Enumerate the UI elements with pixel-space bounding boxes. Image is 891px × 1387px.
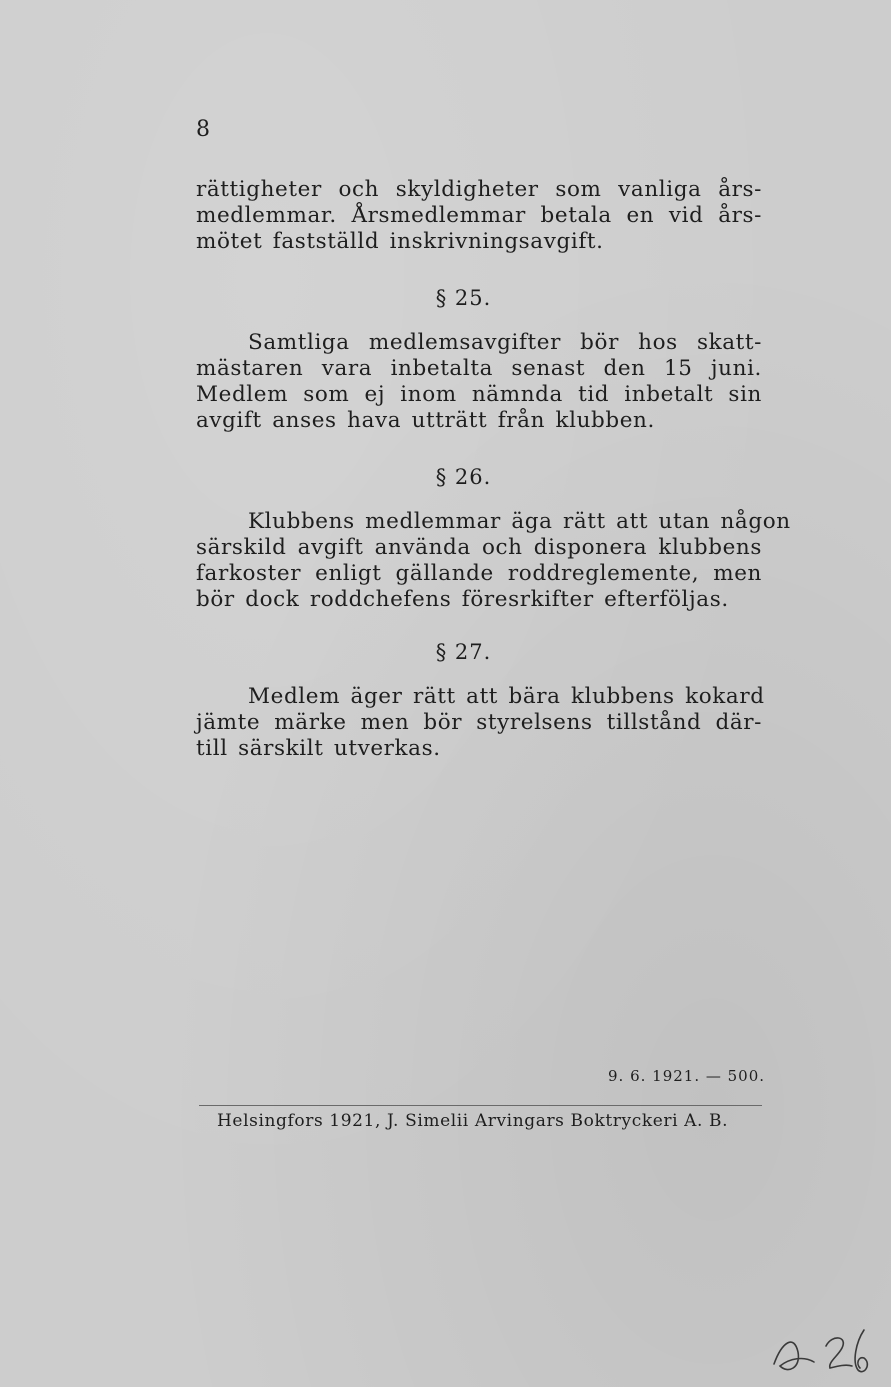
section-heading-26: § 26. [435,465,492,489]
paragraph-line: jämte märke men bör styrelsens tillstånd där- [196,710,762,735]
continuation-paragraph [196,177,762,255]
paragraph-line: rättigheter och skyldigheter som vanliga års- [196,177,762,202]
paragraph-line: farkoster enligt gällande roddreglemente, men [196,561,762,586]
paragraph-line: mästaren vara inbetalta senast den 15 juni. [196,356,762,381]
section-25-paragraph [196,330,762,434]
handwritten-archive-mark [768,1322,876,1382]
page-number: 8 [196,117,210,142]
paragraph-line: särskild avgift använda och disponera klubbens [196,535,762,560]
section-heading-25: § 25. [435,286,492,310]
section-27-paragraph [196,684,765,762]
print-date-line: 9. 6. 1921. — 500. [608,1067,766,1085]
printer-imprint: Helsingfors 1921, J. Simelii Arvingars Boktryckeri A. B. [217,1111,729,1131]
paragraph-line: Medlem som ej inom nämnda tid inbetalt sin [196,382,762,407]
section-26-paragraph [196,509,791,613]
paragraph-line: Samtliga medlemsavgifter bör hos skatt- [248,330,762,355]
paragraph-line: bör dock roddchefens föresrkifter efterföljas. [196,587,729,612]
paragraph-line: avgift anses hava utträtt från klubben. [196,408,655,433]
paragraph-line: mötet fastställd inskrivningsavgift. [196,229,604,254]
section-heading-27: § 27. [435,640,492,664]
paragraph-line: medlemmar. Årsmedlemmar betala en vid års- [196,203,762,228]
footer-divider [199,1105,762,1106]
paragraph-line: Medlem äger rätt att bära klubbens kokard [248,684,765,709]
paragraph-line: till särskilt utverkas. [196,736,441,761]
paragraph-line: Klubbens medlemmar äga rätt att utan någon [248,509,791,534]
